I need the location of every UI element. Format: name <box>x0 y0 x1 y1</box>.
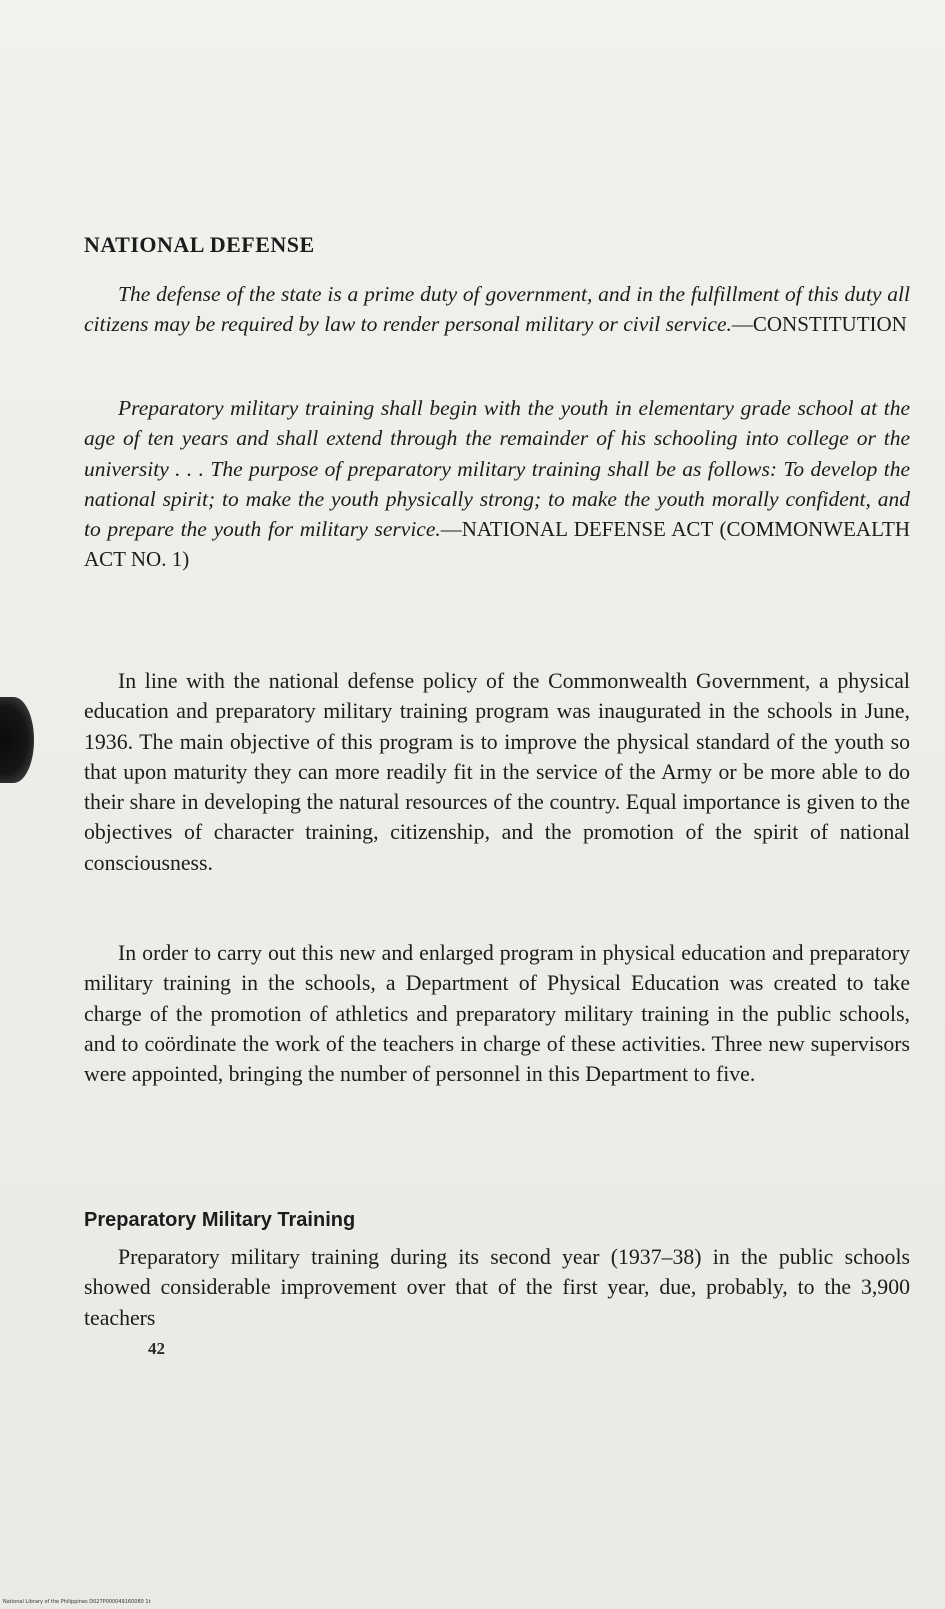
scan-footer-note: National Library of the Philippines D027P000049160080 1t <box>3 1599 151 1605</box>
section-heading: NATIONAL DEFENSE <box>84 232 315 257</box>
subsection-heading: Preparatory Military Training <box>84 1209 356 1231</box>
quote-text: The defense of the state is a prime duty of government, and in the fulfillment of this duty all citizens may be required by law to render personal military or civil service. <box>84 282 910 337</box>
page-number: 42 <box>148 1339 165 1358</box>
national-defense-act-quote <box>84 393 910 575</box>
body-paragraph: Preparatory military training during its second year (1937–38) in the public schools showed considerable improvement over that of the first year, due, probably, to the 3,900 teachers <box>84 1245 910 1330</box>
quote-source: —CONSTITUTION <box>731 312 907 337</box>
quote-source: —NATIONAL DEFENSE ACT (COMMONWEALTH ACT NO. 1) <box>84 517 910 572</box>
body-paragraph: In line with the national defense policy of the Commonwealth Government, a physical education and preparatory military training program was inaugurated in the schools in June, 1936. The main objective of this program is to improve the physical standard of the youth so that upon maturity they can more readily fit in the service of the Army or be more able to do their share in developing the natural resources of the country. Equal importance is given to the objectives of character training, citizenship, and the promotion of the spirit of national consciousness. <box>84 669 910 875</box>
quote-text: Preparatory military training shall begin with the youth in elementary grade school at the age of ten years and shall extend through the remainder of his schooling into college or the university . . . The purpose of preparatory military training shall be as follows: To develop the national spirit; to make the youth physically strong; to make the youth morally confident, and to prepare the youth for military service. <box>84 396 910 542</box>
body-paragraph: In order to carry out this new and enlarged program in physical education and preparatory military training in the schools, a Department of Physical Education was created to take charge of the promotion of athletics and preparatory military training in the public schools, and to coördinate the work of the teachers in charge of these activities. Three new supervisors were appointed, bringing the number of personnel in this Department to five. <box>84 941 910 1087</box>
constitution-quote <box>84 279 910 340</box>
binding-shadow <box>0 697 34 783</box>
